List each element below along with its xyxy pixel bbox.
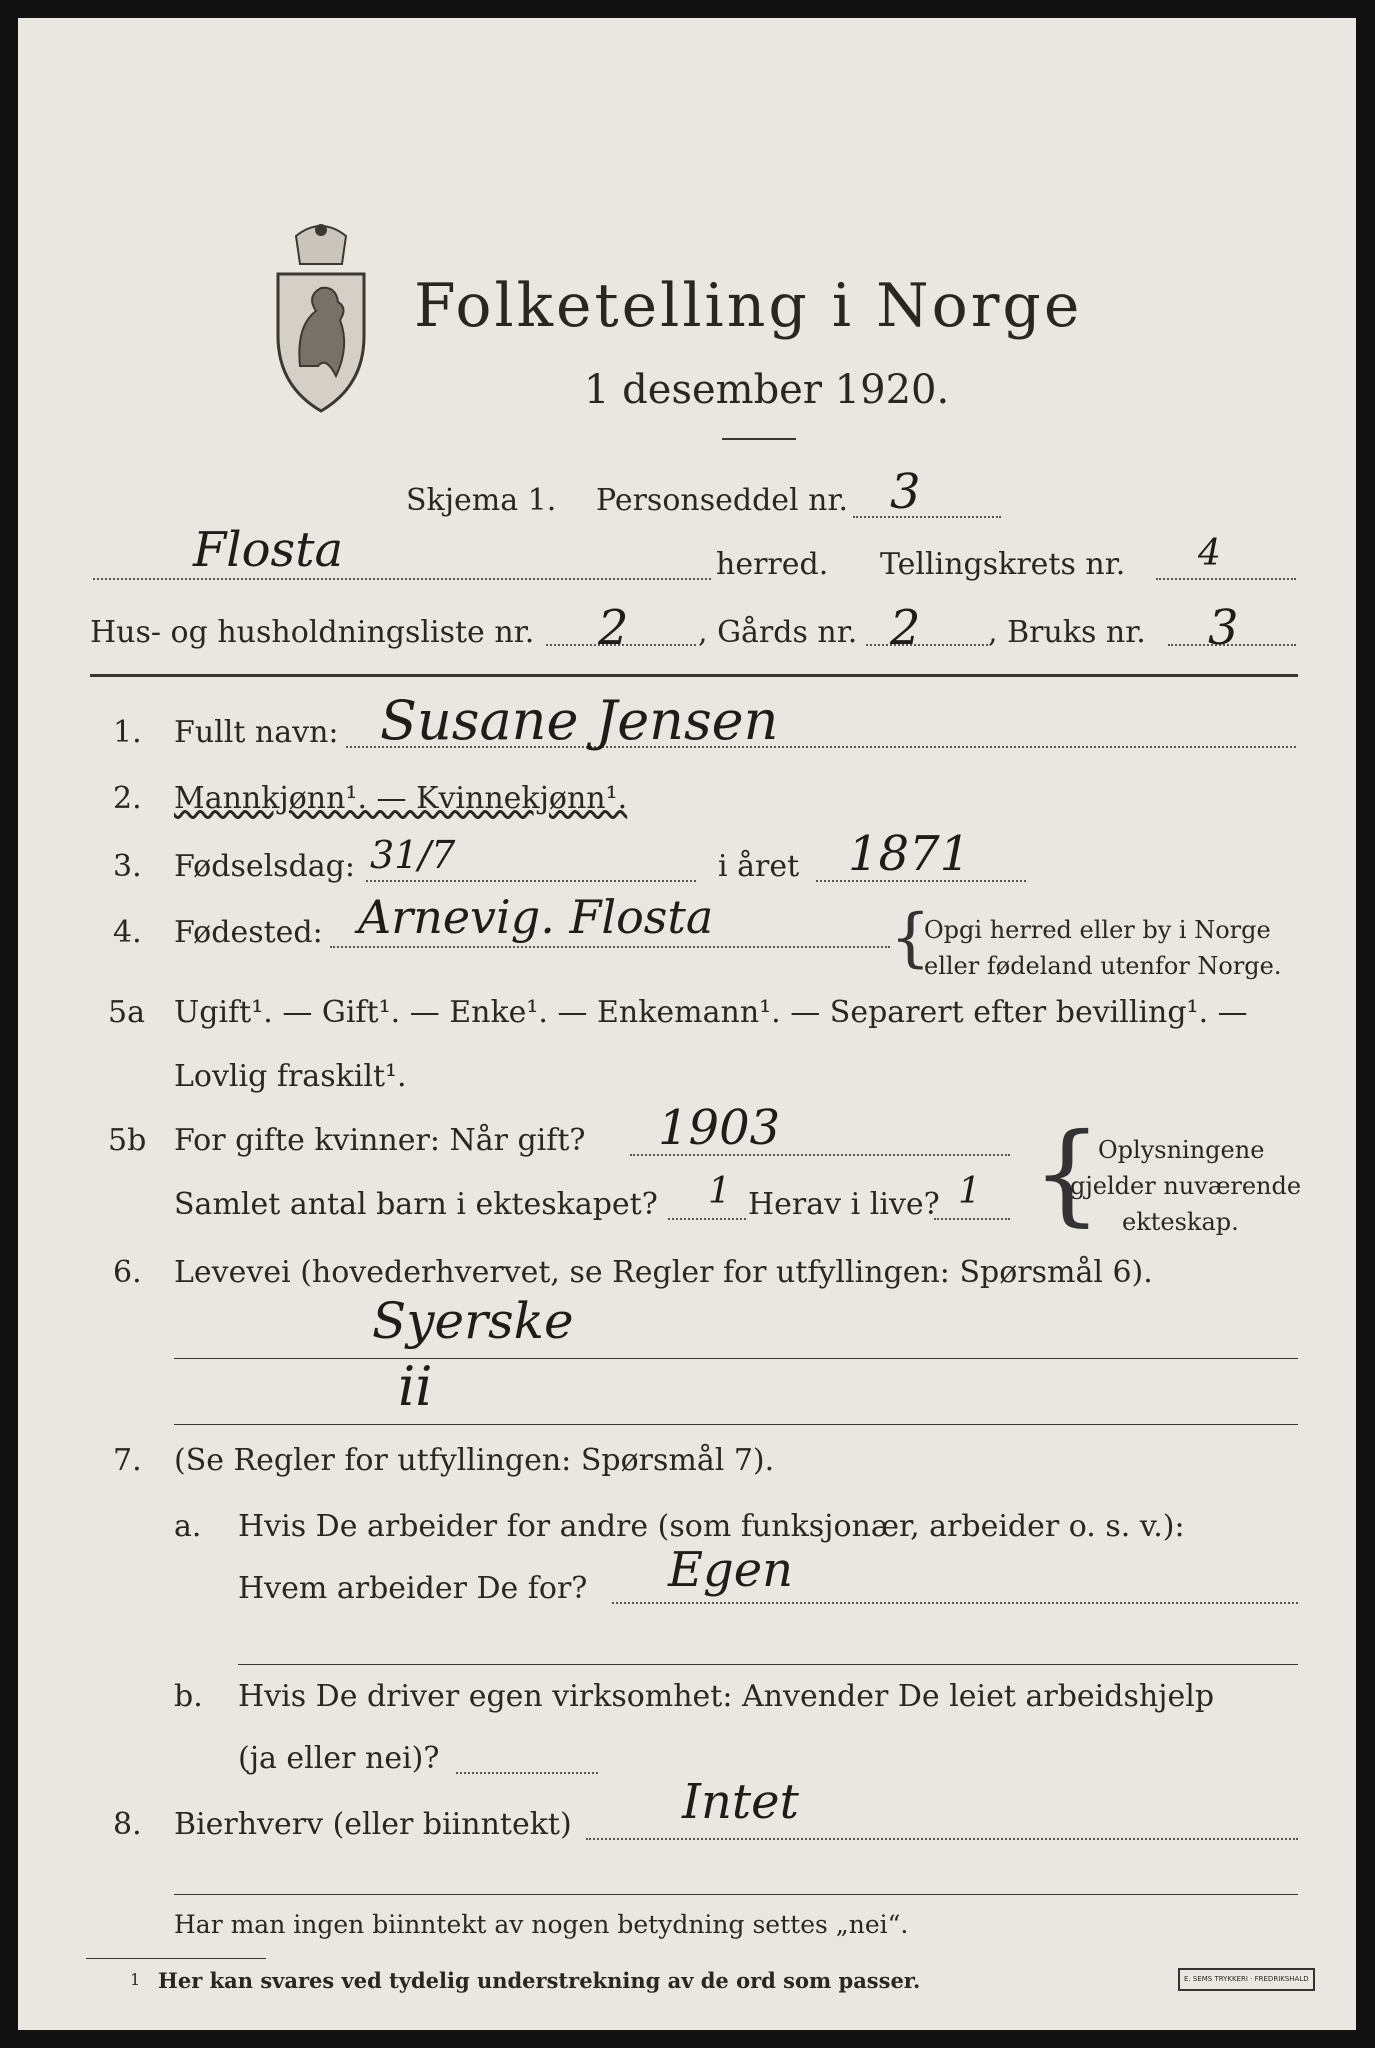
- q4-value: Arnevig. Flosta: [358, 890, 714, 944]
- q8-line: [586, 1838, 1298, 1840]
- census-form: [18, 18, 1356, 2030]
- hus-value: 2: [598, 600, 629, 656]
- form-title: Folketelling i Norge: [414, 271, 1083, 341]
- title-divider: [722, 438, 796, 440]
- q5a-line2: Lovlig fraskilt¹.: [174, 1059, 407, 1094]
- q8-label: Bierhverv (eller biinntekt): [174, 1807, 572, 1842]
- q4-note-line2: eller fødeland utenfor Norge.: [924, 952, 1282, 980]
- q7b-line1: Hvis De driver egen virksomhet: Anvender De leiet arbeidshjelp: [238, 1679, 1215, 1714]
- q7a-line: [612, 1602, 1298, 1604]
- skjema-label: Skjema 1.: [406, 483, 557, 518]
- q5a-number: 5a: [108, 995, 145, 1030]
- q5b-barn-line: [668, 1218, 746, 1220]
- herred-value: Flosta: [193, 522, 344, 578]
- q2-number: 2.: [113, 781, 142, 816]
- q4-number: 4.: [113, 915, 142, 950]
- coat-of-arms-icon: [266, 216, 376, 416]
- personseddel-label: Personseddel nr.: [596, 483, 849, 518]
- gards-value: 2: [890, 600, 921, 656]
- footnote-divider: [86, 1958, 266, 1959]
- tellingskrets-line: [1156, 578, 1296, 580]
- census-date: 1 desember 1920.: [584, 367, 950, 413]
- q4-label: Fødested:: [174, 915, 323, 950]
- q7b-line2: (ja eller nei)?: [238, 1741, 440, 1776]
- bruks-label: , Bruks nr.: [988, 615, 1146, 650]
- herred-line: [93, 578, 711, 580]
- q7a-line2: Hvem arbeider De for?: [238, 1571, 588, 1606]
- q5b-gift-label: For gifte kvinner: Når gift?: [174, 1123, 586, 1158]
- q8-number: 8.: [113, 1807, 142, 1842]
- hus-label: Hus- og husholdningsliste nr.: [90, 615, 535, 650]
- q5b-gift-value: 1903: [658, 1100, 781, 1156]
- footnote-mark: 1: [130, 1970, 141, 1989]
- q7-number: 7.: [113, 1443, 142, 1478]
- q5b-brace: {: [1032, 1109, 1102, 1237]
- q7a-letter: a.: [174, 1509, 202, 1544]
- q8-line-extra: [174, 1894, 1298, 1895]
- q5b-live-line: [934, 1218, 1010, 1220]
- header-divider: [90, 674, 1298, 677]
- q6-label: Levevei (hovederhvervet, se Regler for utfyllingen: Spørsmål 6).: [174, 1255, 1153, 1290]
- q6-value-line2: ii: [398, 1355, 433, 1418]
- biinntekt-note: Har man ingen biinntekt av nogen betydning settes „nei“.: [174, 1910, 909, 1939]
- q1-number: 1.: [113, 715, 142, 750]
- q5a-line1: Ugift¹. — Gift¹. — Enke¹. — Enkemann¹. — Separert efter bevilling¹. —: [174, 995, 1248, 1030]
- personseddel-line: [853, 516, 1001, 518]
- q6-line1: [174, 1358, 1298, 1359]
- q3-day-value: 31/7: [370, 833, 456, 877]
- q7a-line-extra: [238, 1664, 1298, 1665]
- q7b-line: [456, 1772, 598, 1774]
- q6-line2: [174, 1424, 1298, 1425]
- q5b-barn-value: 1: [708, 1171, 731, 1212]
- q1-label: Fullt navn:: [174, 715, 339, 750]
- footnote-text: Her kan svares ved tydelig understrekning av de ord som passer.: [158, 1968, 921, 1993]
- tellingskrets-label: Tellingskrets nr.: [880, 547, 1126, 582]
- gards-label: , Gårds nr.: [698, 615, 858, 650]
- q5b-note-line1: Oplysningene: [1098, 1136, 1265, 1164]
- gards-line: [866, 644, 988, 646]
- q7b-letter: b.: [174, 1679, 203, 1714]
- herred-label: herred.: [716, 547, 829, 582]
- q5b-number: 5b: [108, 1123, 147, 1158]
- q2-label: Mannkjønn¹. — Kvinnekjønn¹.: [174, 781, 628, 816]
- q3-year-label: i året: [718, 849, 800, 884]
- q3-label: Fødselsdag:: [174, 849, 355, 884]
- q6-value-line1: Syerske: [372, 1292, 574, 1350]
- q4-brace: {: [890, 901, 931, 975]
- q7a-value: Egen: [668, 1542, 794, 1598]
- q5b-live-value: 1: [958, 1171, 981, 1212]
- q5b-note-line3: ekteskap.: [1122, 1208, 1239, 1236]
- q4-note-line1: Opgi herred eller by i Norge: [924, 916, 1271, 944]
- bruks-value: 3: [1208, 600, 1239, 656]
- q8-value: Intet: [682, 1774, 799, 1830]
- tellingskrets-value: 4: [1198, 533, 1221, 574]
- personseddel-value: 3: [890, 464, 921, 520]
- q6-number: 6.: [113, 1255, 142, 1290]
- q4-line: [330, 946, 890, 948]
- q3-day-line: [366, 880, 696, 882]
- q3-year-value: 1871: [848, 826, 971, 882]
- printer-stamp: E. SEMS TRYKKERI · FREDRIKSHALD: [1178, 1968, 1315, 1991]
- q5b-live-label: Herav i live?: [748, 1187, 940, 1222]
- q5b-barn-label: Samlet antal barn i ekteskapet?: [174, 1187, 658, 1222]
- q1-value: Susane Jensen: [380, 689, 779, 752]
- q7a-line1: Hvis De arbeider for andre (som funksjonær, arbeider o. s. v.):: [238, 1509, 1185, 1544]
- q7-label: (Se Regler for utfyllingen: Spørsmål 7).: [174, 1443, 775, 1478]
- q3-number: 3.: [113, 849, 142, 884]
- q5b-note-line2: gjelder nuværende: [1070, 1172, 1302, 1200]
